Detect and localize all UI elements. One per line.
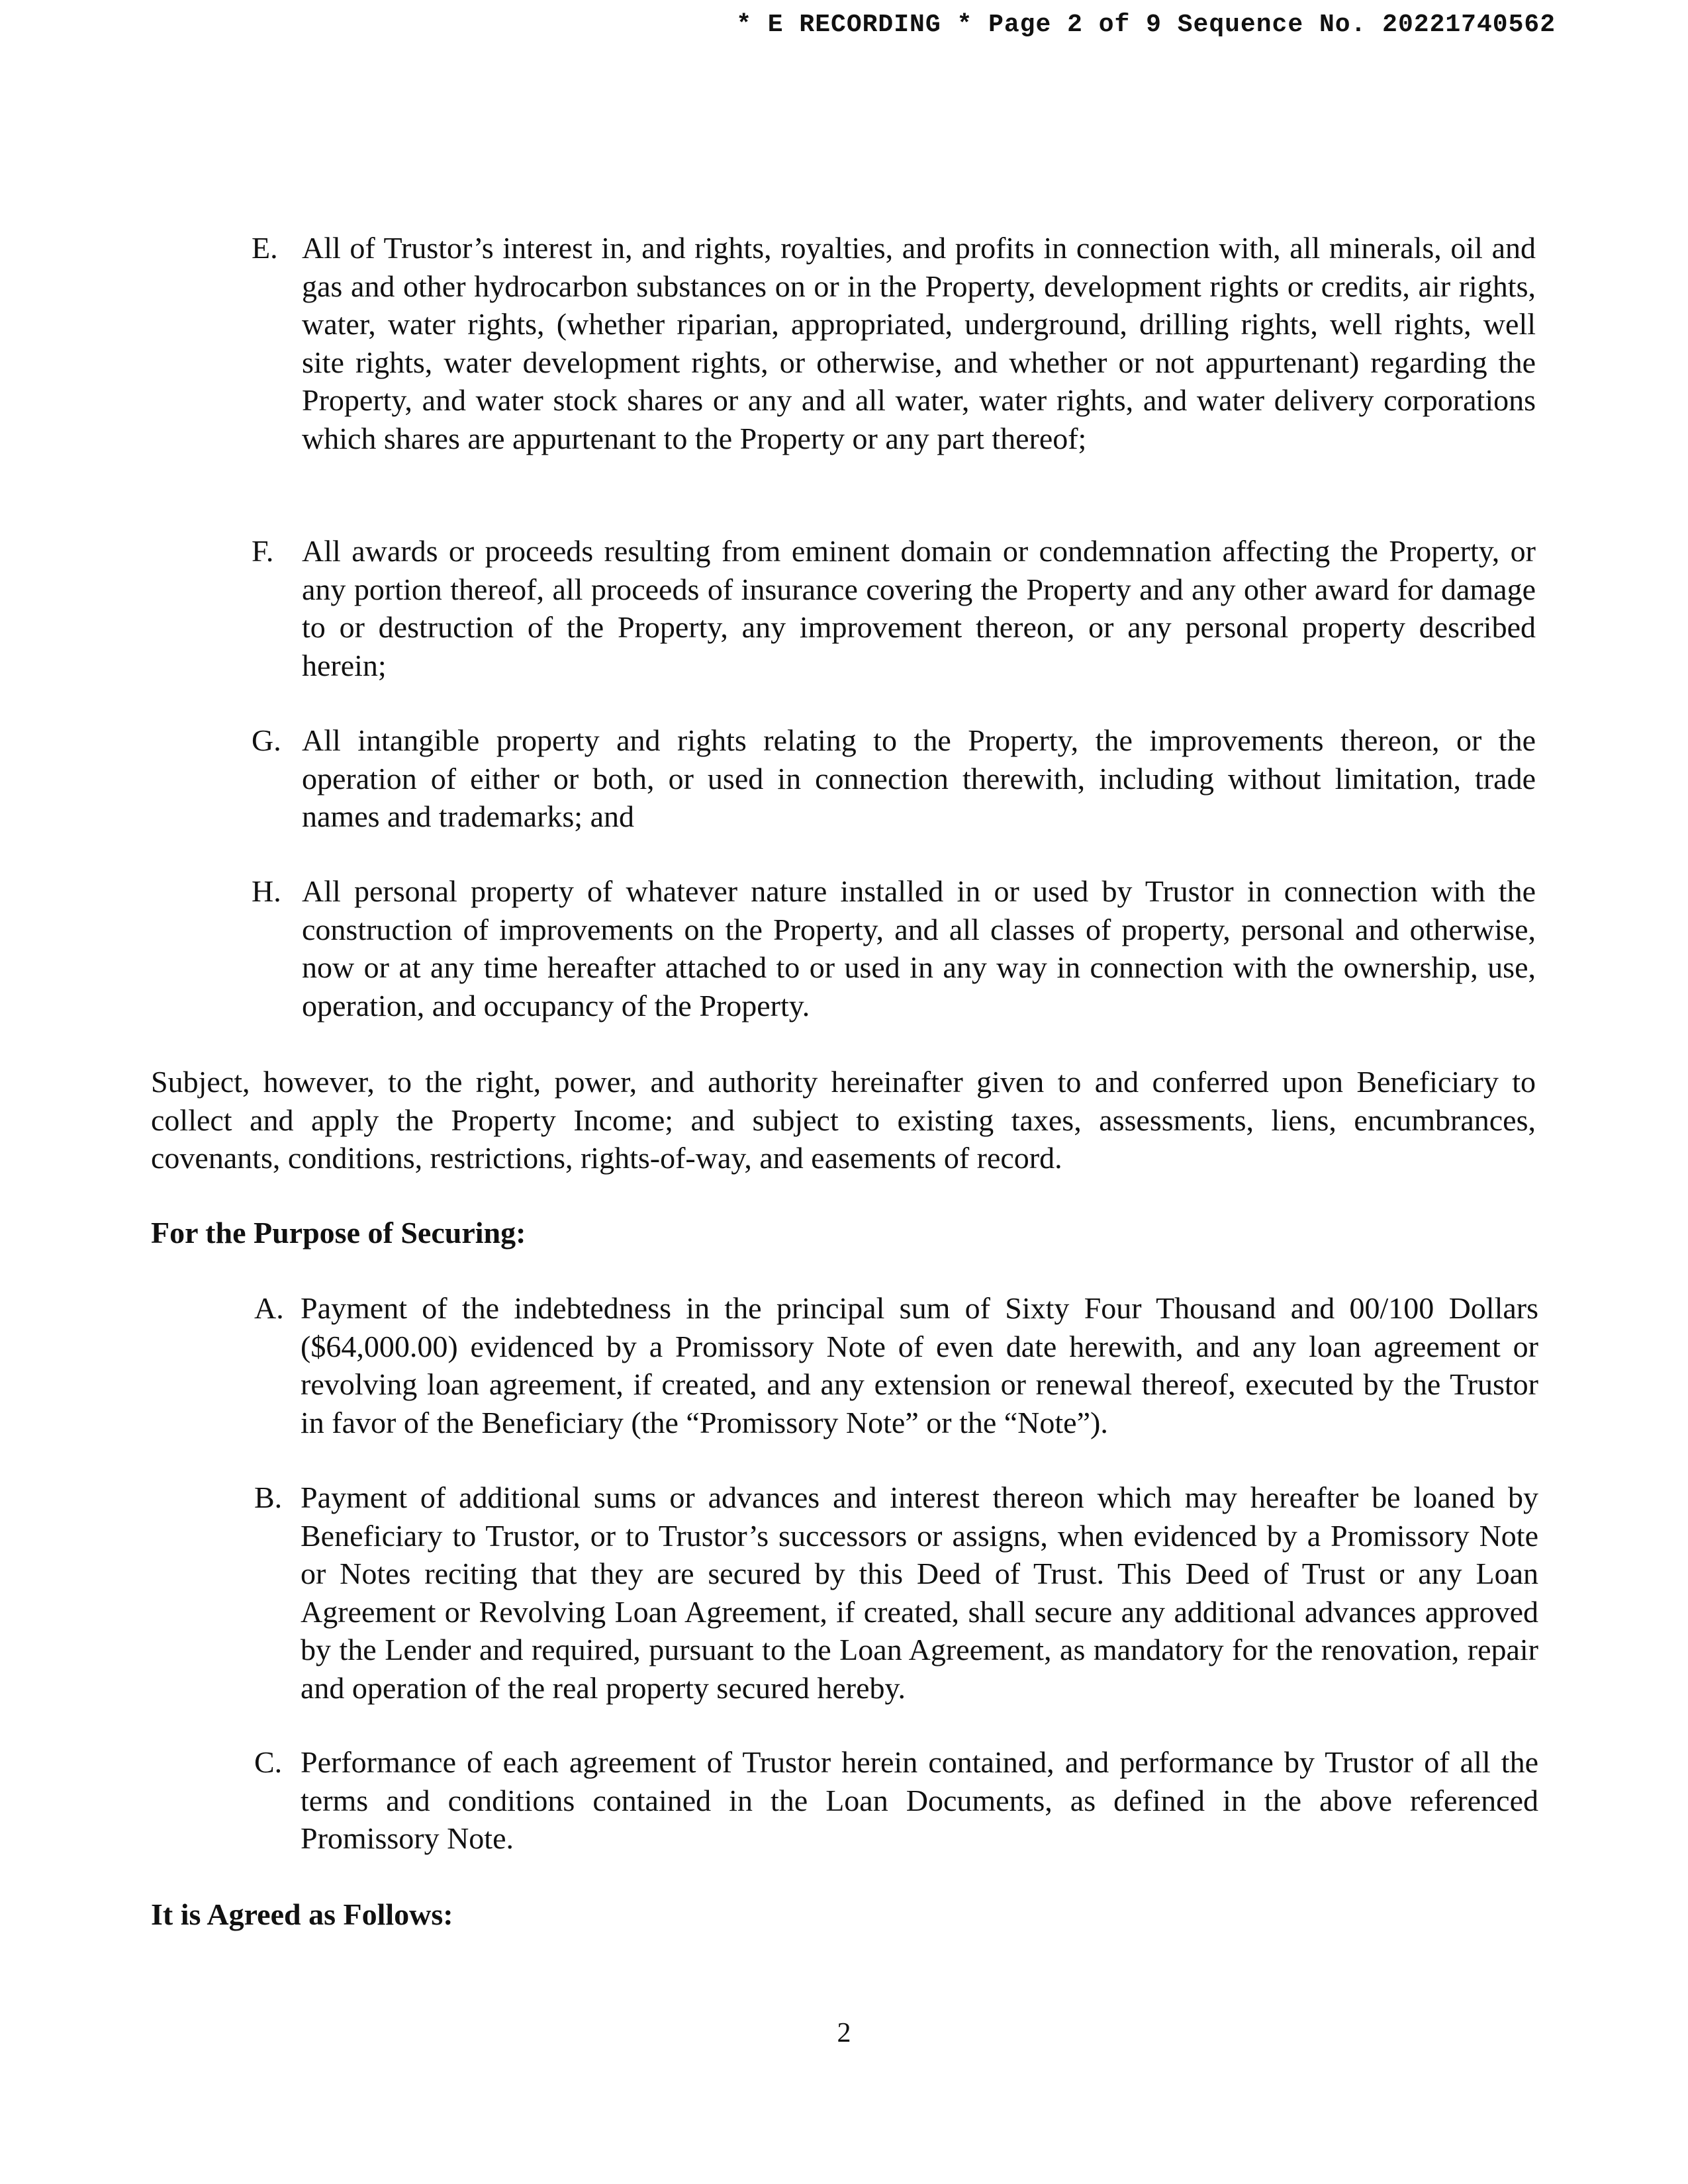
list-letter: H.	[252, 874, 281, 908]
list-letter: F.	[252, 534, 274, 568]
list-letter: C.	[254, 1745, 283, 1779]
purpose-heading: For the Purpose of Securing:	[151, 1216, 526, 1250]
recording-stamp: * E RECORDING * Page 2 of 9 Sequence No. 20221740562	[736, 11, 1556, 39]
page-number: 2	[837, 2018, 851, 2048]
list-item-f	[252, 532, 1536, 684]
list-text: Payment of the indebtedness in the principal sum of Sixty Four Thousand and 00/100 Dollars ($64,000.00) evidenced by a Promissory Note of even date herewith, and any loan agreement or revolving loan agreement, if created, and any extension or renewal thereof, executed by the Trustor in favor of the Beneficiary (the “Promissory Note” or the “Note”).	[301, 1291, 1538, 1439]
list-text: Performance of each agreement of Trustor herein contained, and performance by Trustor of all the terms and conditions contained in the Loan Documents, as defined in the above referenced Promissory Note.	[301, 1745, 1538, 1855]
list-letter: A.	[254, 1291, 284, 1325]
list-item-e	[252, 229, 1536, 457]
list-item-g	[252, 721, 1536, 836]
list-text: All intangible property and rights relating to the Property, the improvements thereon, or the operation of either or both, or used in connection therewith, including without limitation, trade names and trademarks; and	[302, 723, 1536, 833]
list-letter: G.	[252, 723, 281, 757]
list-item-h	[252, 872, 1536, 1024]
agreed-heading: It is Agreed as Follows:	[151, 1897, 453, 1931]
list-item-b	[254, 1479, 1538, 1707]
list-text: All of Trustor’s interest in, and rights, royalties, and profits in connection with, all minerals, oil and gas and other hydrocarbon substances on or in the Property, development rights or credits, air rights, water, water rights, (whether riparian, appropriated, underground, drilling rights, well rights, well site rights, water development rights, or otherwise, and whether or not appurtenant) regarding the Property, and water stock shares or any and all water, water rights, and water delivery corporations which shares are appurtenant to the Property or any part thereof;	[302, 231, 1536, 455]
list-item-c	[254, 1743, 1538, 1858]
list-letter: B.	[254, 1480, 283, 1514]
list-item-a	[254, 1289, 1538, 1441]
list-text: Payment of additional sums or advances and interest thereon which may hereafter be loaned by Beneficiary to Trustor, or to Trustor’s successors or assigns, when evidenced by a Promissory Note or Notes reciting that they are secured by this Deed of Trust. This Deed of Trust or any Loan Agreement or Revolving Loan Agreement, if created, shall secure any additional advances approved by the Lender and required, pursuant to the Loan Agreement, as mandatory for the renovation, repair and operation of the real property secured hereby.	[301, 1480, 1538, 1705]
list-text: All personal property of whatever nature installed in or used by Trustor in connection with the construction of improvements on the Property, and all classes of property, personal and otherwise, now or at any time hereafter attached to or used in any way in connection with the ownership, use, operation, and occupancy of the Property.	[302, 874, 1536, 1023]
list-text: All awards or proceeds resulting from eminent domain or condemnation affecting the Property, or any portion thereof, all proceeds of insurance covering the Property and any other award for damage to or destruction of the Property, any improvement thereon, or any personal property described herein;	[302, 534, 1536, 682]
subject-paragraph: Subject, however, to the right, power, and authority hereinafter given to and conferred upon Beneficiary to collect and apply the Property Income; and subject to existing taxes, assessments, liens, encumbrances, covenants, conditions, restrictions, rights-of-way, and easements of record.	[151, 1065, 1536, 1175]
list-letter: E.	[252, 231, 278, 265]
